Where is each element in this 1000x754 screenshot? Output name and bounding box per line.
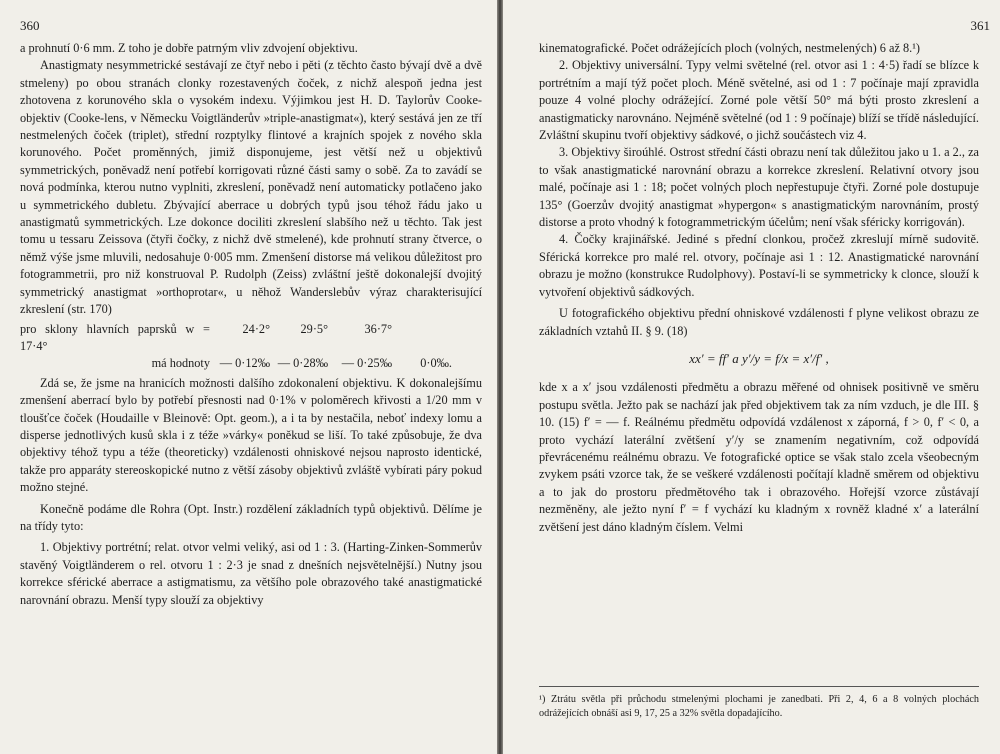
paragraph: 2. Objektivy universální. Typy velmi světelné (rel. otvor asi 1 : 4·5) řadí se blízce k portrétním a mají týž počet ploch. Méně světelné, asi od 1 : 7 počínaje mají zpravidla pouze 4 volné plochy odrážející. Zorné pole větší 50° má býti prosto zkreslení a anastigmaticky narovnáno. Nejméně světelné (od 1 : 9 počínaje) blíží se třídě následující. Zvláštní skupinu tvoří objektivy sádkové, o jichž součástech viz 4. <box>539 58 979 143</box>
table-cell: má hodnoty <box>151 356 210 371</box>
distortion-table <box>20 321 482 373</box>
paragraph: U fotografického objektivu přední ohniskové vzdálenosti f plyne velikost obrazu ze základních vztahů II. § 9. (18) <box>539 306 979 338</box>
page-number: 361 <box>970 18 990 33</box>
table-cell: pro sklony hlavních paprsků w = 17·4° <box>20 321 210 353</box>
left-page-text <box>20 40 482 609</box>
paragraph: Konečně podáme dle Rohra (Opt. Instr.) rozdělení základních typů objektivů. Dělíme je na třídy tyto: <box>20 501 482 533</box>
right-page <box>503 0 1000 754</box>
table-cell: 29·5° <box>300 321 328 336</box>
table-cell: — 0·28‰ <box>277 356 328 371</box>
paragraph: 1. Objektivy portrétní; relat. otvor velmi veliký, asi od 1 : 3. (Harting-Zinken-Sommerův stavěný Voigtländerem o rel. otvoru 1 : 2·3 je snad z dnešních nejsvětelnější.) Nutny jsou korrekce sférické aberrace a astigmatismu, za většího pole obrazového také anastigmatické narovnání obrazu. Menší typy slouží za objektivy <box>20 540 482 607</box>
paragraph: kde x a x′ jsou vzdálenosti předmětu a obrazu měřené od ohnisek positivně ve směru postupu světla. Ježto pak se nachází jak před objektivem tak za ním vzduch, je dle III. § 10. (15) f′ = — f. Reálnému předmětu odpovídá vzdálenost x záporná, f > 0, f′ < 0, a proto vychází laterální zvětšení y′/y se znamením negativním, což odpovídá převrácenému reálnému obrazu. Ve fotografické optice se však stalo zcela všeobecným zvykem psáti vzorce tak, že se veškeré vzdálenosti počítají kladně směrem od objektivu a to jak do prostoru předmětového tak i obrazového. Hořejší vzorce zůstávají nezměněny, ale ježto nyní f′ = f vychází ku kladným x rovněž kladné x′ a laterální zvětšení jest dáno kladným číslem. Velmi <box>539 380 979 534</box>
paragraph: Anastigmaty nesymmetrické sestávají ze čtyř nebo i pěti (z těchto často bývají dvě a dvě stmeleny) po obou stranách clonky rozestavených čoček, z nichž alespoň jedna jest zhotovena z korunového skla o vysokém indexu. Výjimkou jest H. D. Taylorův Cooke-objektiv (Cooke-lens, v Německu Voigtländerův »triple-anastigmat«), který sestává jen ze tří nestmelených čoček (triplet), střední rozptylky flintové a krajních spojek z nového skla korunového. Počet proměnných, jimiž disponujeme, jest větší než u objektivů symmetrických, poněvadž není potřebí korrigovati různé části samy o sobě. Za to zavádí se nová podmínka, kterou nutno vyplniti, zkreslení, poněvadž není automaticky potlačeno jako u symmetrického dubletu. Zbývající aberrace u dobrých typů jsou téhož řádu jako u anastigmatů symmetrických. Lze dokonce dociliti zkreslení slabšího než u těchto. Tak jest tomu u tessaru Zeissova (čtyři čočky, z nichž dvě stmelené), kde prohnutí strany čtverce, o němž výše jsme mluvili, nedosahuje 0·005 mm. Zmenšení distorse má velikou důležitost pro fotogrammetrii, pro niž konstruoval P. Rudolph (Zeiss) zvláštní ještě dokonalejší dvojitý symmetrický anastigmat »orthoprotar«, u něhož Wanderslebův výraz charakterisující zkreslení (str. 170) <box>20 58 482 317</box>
page-number: 360 <box>20 18 40 33</box>
paragraph: 3. Objektivy široúhlé. Ostrost střední části obrazu není tak důležitou jako u 1. a 2., za to však anastigmatické narovnání obrazu a korrekce zkreslení. Relativní otvory jsou malé, počínaje asi 1 : 18; počet volných ploch nepřestupuje čtyři. Zorné pole dostupuje 135° (Goerzův dvojitý anastigmat »hypergon« s anastigmatickým narovnáním, prostý distorse a proto vhodný k fotogrammetrickým účelům; není však sféricky korrigován). <box>539 145 979 230</box>
paragraph: kinematografické. Počet odrážejících ploch (volných, nestmelených) 6 až 8.¹) <box>539 41 920 55</box>
paragraph: a prohnutí 0·6 mm. Z toho je dobře patrným vliv zdvojení objektivu. <box>20 41 358 55</box>
table-cell: — 0·25‰ <box>341 356 392 371</box>
paragraph: 4. Čočky krajinářské. Jediné s přední clonkou, pročež zkreslují mírně sudovitě. Sférická korrekce pro malé rel. otvory, počínaje asi 1 : 12. Anastigmatické narovnání obrazu je možno (konstrukce Rudolphovy). Postaví-li se symmetricky k clonce, slouží k vytvoření objektivů sádkových. <box>539 232 979 299</box>
table-cell: — 0·12‰ <box>219 356 270 371</box>
table-cell: 0·0‰. <box>420 356 452 371</box>
footnote: ¹) Ztrátu světla při průchodu stmelenými plochami je zanedbati. Při 2, 4, 6 a 8 volných plochách odrážejících obnáší asi 9, 17, 25 a 32% světla dopadajícího. <box>539 686 979 721</box>
table-cell: 24·2° <box>242 321 270 336</box>
formula: xx′ = ff′ a y′/y = f/x = x′/f′ , <box>689 350 829 366</box>
left-page <box>0 0 497 754</box>
right-page-text <box>539 40 979 536</box>
table-cell: 36·7° <box>364 321 392 336</box>
paragraph: Zdá se, že jsme na hranicích možnosti dalšího zdokonalení objektivu. K dokonalejšímu zmenšení aberrací bylo by potřebí přesnosti nad 0·1% v poloměrech křivosti a 1/20 mm v tloušťce čoček (Houdaille v Bleinově: Opt. geom.), a i ta by nestačila, neboť indexy lomu a disperse jednotlivých kusů skla i z téže »várky« poněkud se liší. To také způsobuje, že dva objektivy téhož typu a téže (theoreticky) vzdálenosti ohniskové nejsou naprosto identické, takže pro apparáty stereoskopické nutno z větší zásoby objektivů zvláště vybírati páry pokud možno stejné. <box>20 375 482 495</box>
